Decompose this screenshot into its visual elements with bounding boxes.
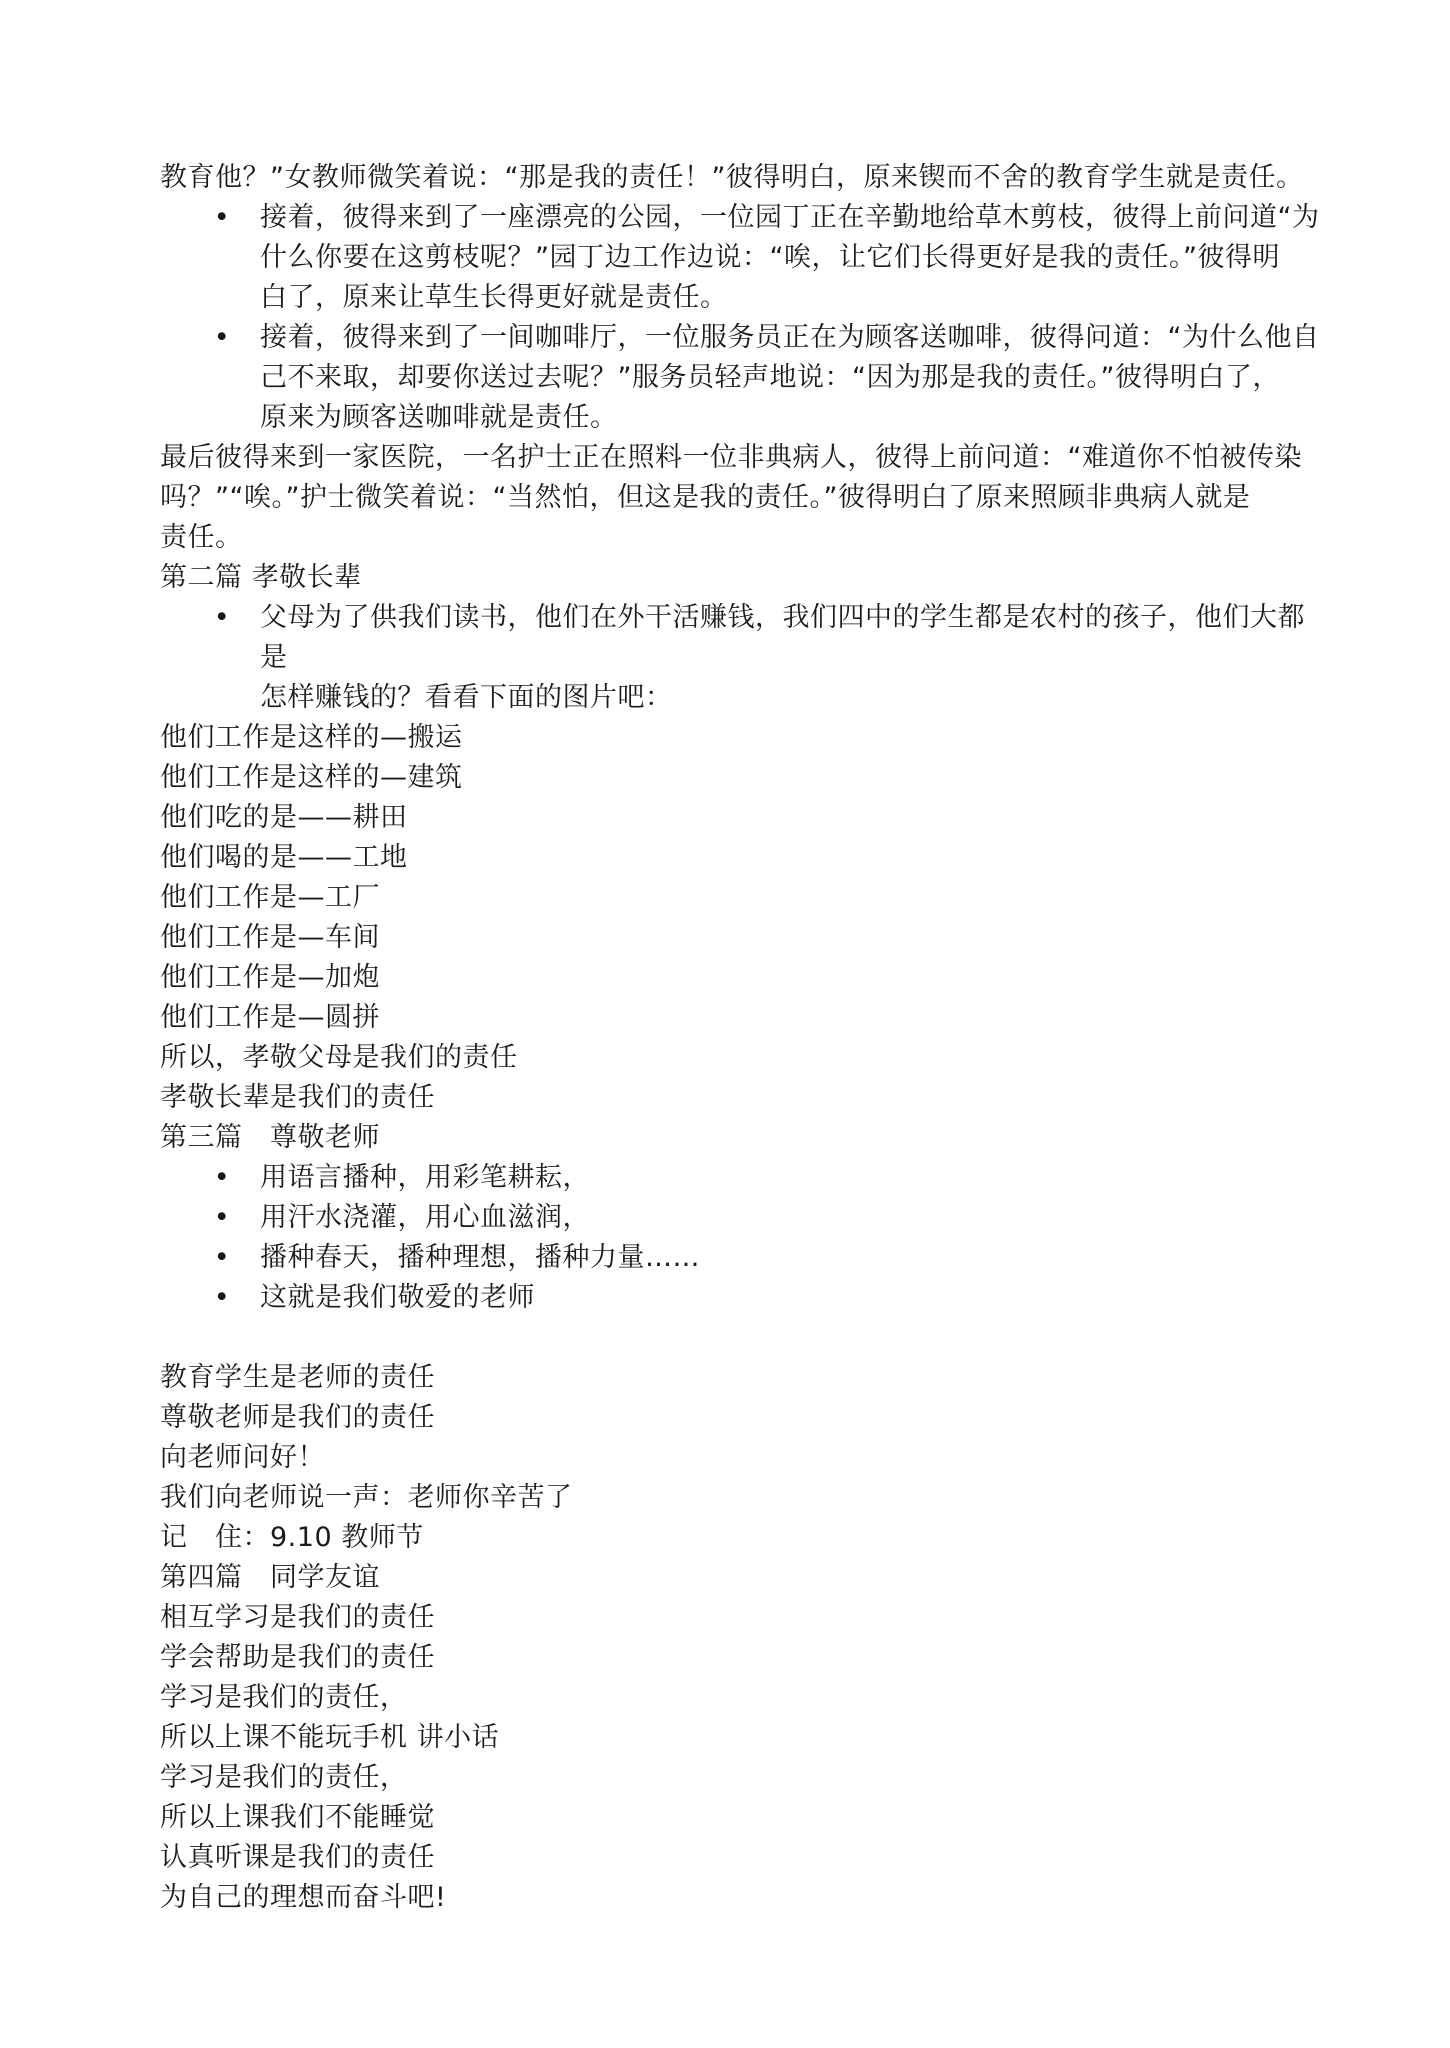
text-line: 记 住：9.10 教师节	[160, 1522, 424, 1553]
bullet-list-1	[160, 198, 1320, 438]
paragraph-line: 责任。	[160, 522, 243, 553]
section-2-title: 第二篇 孝敬长辈	[160, 562, 362, 593]
section-3-lines	[160, 1358, 1320, 1558]
text-line: 教育学生是老师的责任	[160, 1362, 435, 1393]
text-line: 相互学习是我们的责任	[160, 1602, 435, 1633]
text-line: 学习是我们的责任，	[160, 1762, 408, 1793]
bullet-text-line: 用语言播种，用彩笔耕耘，	[260, 1162, 590, 1193]
section-3-title: 第三篇 尊敬老师	[160, 1122, 380, 1153]
text-line: 认真听课是我们的责任	[160, 1842, 435, 1873]
text-line: 所以上课不能玩手机 讲小话	[160, 1722, 500, 1753]
paragraph-line: 吗？”“唉。”护士微笑着说：“当然怕，但这是我的责任。”彼得明白了原来照顾非典病人就是	[160, 482, 1251, 513]
paragraph-line: 最后彼得来到一家医院，一名护士正在照料一位非典病人，彼得上前问道：“难道你不怕被传染	[160, 442, 1302, 473]
text-line: 所以，孝敬父母是我们的责任	[160, 1042, 518, 1073]
text-line: 所以上课我们不能睡觉	[160, 1802, 435, 1833]
text-line: 我们向老师说一声：老师你辛苦了	[160, 1482, 573, 1513]
intro-line: 教育他？”女教师微笑着说：“那是我的责任！”彼得明白，原来锲而不舍的教育学生就是责任。	[160, 162, 1304, 193]
bullet-item	[160, 1278, 1320, 1318]
blank-line	[160, 1318, 1320, 1358]
bullet-text-line: 怎样赚钱的？看看下面的图片吧：	[260, 682, 673, 713]
bullet-text-line: 接着，彼得来到了一间咖啡厅，一位服务员正在为顾客送咖啡，彼得问道：“为什么他自	[260, 322, 1320, 353]
text-line: 他们工作是—车间	[160, 922, 380, 953]
text-line: 他们工作是这样的—搬运	[160, 722, 463, 753]
text-line: 他们喝的是——工地	[160, 842, 408, 873]
bullet-item	[160, 1198, 1320, 1238]
bullet-text-line: 己不来取，却要你送过去呢？”服务员轻声地说：“因为那是我的责任。”彼得明白了，	[260, 362, 1280, 393]
bullet-dot: •	[213, 322, 231, 353]
bullet-dot: •	[213, 1202, 231, 1233]
section-4-lines	[160, 1598, 1320, 1918]
bullet-text-line: 接着，彼得来到了一座漂亮的公园，一位园丁正在辛勤地给草木剪枝，彼得上前问道“为	[260, 202, 1320, 233]
section-4-title: 第四篇 同学友谊	[160, 1562, 380, 1593]
text-line: 他们吃的是——耕田	[160, 802, 408, 833]
bullet-text-line: 父母为了供我们读书，他们在外干活赚钱，我们四中的学生都是农村的孩子，他们大都是	[260, 602, 1305, 673]
bullet-item	[160, 1158, 1320, 1198]
text-line: 尊敬老师是我们的责任	[160, 1402, 435, 1433]
bullet-dot: •	[213, 1242, 231, 1273]
document-page	[160, 158, 1320, 1918]
text-line: 为自己的理想而奋斗吧!	[160, 1882, 447, 1913]
bullet-item-park	[160, 198, 1320, 318]
bullet-text-line: 这就是我们敬爱的老师	[260, 1282, 535, 1313]
text-line: 他们工作是—加炮	[160, 962, 380, 993]
bullet-text-line: 播种春天，播种理想，播种力量……	[260, 1242, 700, 1273]
bullet-dot: •	[213, 602, 231, 633]
bullet-text-line: 用汗水浇灌，用心血滋润，	[260, 1202, 590, 1233]
text-line: 他们工作是—圆拼	[160, 1002, 380, 1033]
text-line: 他们工作是—工厂	[160, 882, 380, 913]
bullet-text-line: 什么你要在这剪枝呢？”园丁边工作边说：“唉，让它们长得更好是我的责任。”彼得明	[260, 242, 1280, 273]
bullet-text-line: 原来为顾客送咖啡就是责任。	[260, 402, 618, 433]
bullet-dot: •	[213, 1282, 231, 1313]
bullet-list-3	[160, 1158, 1320, 1318]
text-line: 他们工作是这样的—建筑	[160, 762, 463, 793]
bullet-item-cafe	[160, 318, 1320, 438]
bullet-item	[160, 1238, 1320, 1278]
text-line: 学会帮助是我们的责任	[160, 1642, 435, 1673]
bullet-item-parents	[160, 598, 1320, 718]
text-line: 向老师问好！	[160, 1442, 325, 1473]
hospital-paragraph	[160, 438, 1320, 558]
text-line: 学习是我们的责任，	[160, 1682, 408, 1713]
bullet-dot: •	[213, 202, 231, 233]
bullet-dot: •	[213, 1162, 231, 1193]
section-2-lines	[160, 718, 1320, 1118]
text-line: 孝敬长辈是我们的责任	[160, 1082, 435, 1113]
bullet-text-line: 白了，原来让草生长得更好就是责任。	[260, 282, 728, 313]
